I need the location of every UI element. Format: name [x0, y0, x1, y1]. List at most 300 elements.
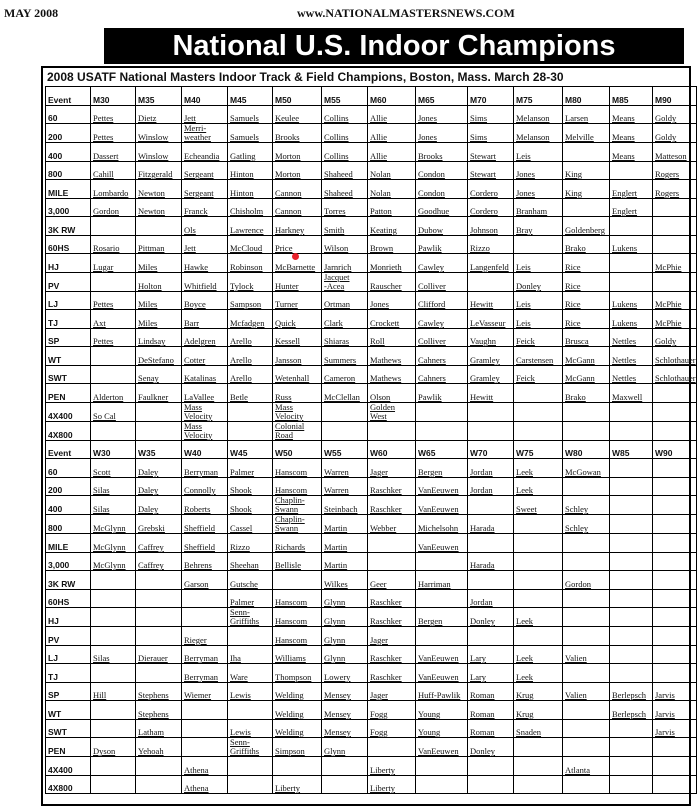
champion-name: Raschker — [368, 496, 416, 515]
age-group-header: W60 — [368, 440, 416, 459]
champion-name — [514, 402, 563, 421]
champion-name: Hawke — [182, 254, 228, 273]
event-name: 60 — [46, 105, 91, 124]
champion-name: Sheffield — [182, 515, 228, 534]
champion-name: Cahners — [416, 347, 468, 366]
champion-name — [368, 421, 416, 440]
champion-name: Barr — [182, 310, 228, 329]
champion-name — [563, 402, 610, 421]
champion-name: Caffrey — [136, 534, 182, 553]
men-row — [46, 272, 697, 291]
champion-name: Atlanta — [563, 757, 610, 776]
champion-name: Jones — [416, 124, 468, 143]
champion-name: Collins — [322, 105, 368, 124]
women-row — [46, 627, 697, 646]
issue-date: MAY 2008 — [4, 6, 59, 20]
event-name: LJ — [46, 291, 91, 310]
champion-name — [563, 589, 610, 608]
champion-name: Goldy — [653, 105, 697, 124]
champion-name — [91, 664, 136, 683]
champion-name: Alderton — [91, 384, 136, 403]
champion-name: Krug — [514, 701, 563, 720]
champion-name: Winslow — [136, 124, 182, 143]
champion-name: McGlynn — [91, 534, 136, 553]
champion-name: King — [563, 161, 610, 180]
champion-name: Dierauer — [136, 645, 182, 664]
champion-name: Lindsay — [136, 328, 182, 347]
event-name: HJ — [46, 254, 91, 273]
age-group-header: W75 — [514, 440, 563, 459]
champion-name: Lukens — [610, 235, 653, 254]
champion-name: Allie — [368, 105, 416, 124]
women-row — [46, 608, 697, 627]
champion-name: Leek — [514, 459, 563, 478]
event-name: LJ — [46, 645, 91, 664]
champion-name: Clark — [322, 310, 368, 329]
champion-name: Welding — [273, 682, 322, 701]
champion-name: Leek — [514, 664, 563, 683]
champion-name: Krug — [514, 682, 563, 701]
event-name: SWT — [46, 365, 91, 384]
champion-name: Donley — [468, 738, 514, 757]
champion-name: Chisholm — [228, 198, 273, 217]
champion-name: Hunter — [273, 272, 322, 291]
event-name: 4X400 — [46, 757, 91, 776]
champion-name: Means — [610, 143, 653, 162]
champion-name: Liberty — [368, 775, 416, 794]
champion-name — [653, 272, 697, 291]
champion-name: Fogg — [368, 719, 416, 738]
champion-name — [416, 589, 468, 608]
champion-name: Rizzo — [228, 534, 273, 553]
champion-name: Maxwell — [610, 384, 653, 403]
champion-name — [228, 402, 273, 421]
age-group-header: M55 — [322, 87, 368, 106]
champion-name: Langenfeld — [468, 254, 514, 273]
champion-name — [653, 775, 697, 794]
men-row — [46, 235, 697, 254]
champion-name — [653, 627, 697, 646]
champion-name — [563, 719, 610, 738]
champion-name: Ols — [182, 217, 228, 236]
champion-name: Gramley — [468, 347, 514, 366]
event-name: 4X400 — [46, 402, 91, 421]
champion-name: Young — [416, 701, 468, 720]
champion-name: Mass Velocity — [273, 402, 322, 421]
champion-name: Vaughn — [468, 328, 514, 347]
champion-name: Jett — [182, 105, 228, 124]
champion-name: Mathews — [368, 347, 416, 366]
champion-name — [136, 775, 182, 794]
champion-name: Senn- Griffiths — [228, 608, 273, 627]
champion-name: Clifford — [416, 291, 468, 310]
event-name: 400 — [46, 143, 91, 162]
champion-name — [514, 627, 563, 646]
champion-name — [653, 384, 697, 403]
champion-name: Cotter — [182, 347, 228, 366]
champion-name: Goldy — [653, 124, 697, 143]
champion-name: Larsen — [563, 105, 610, 124]
champion-name: Connolly — [182, 477, 228, 496]
champion-name: Shiaras — [322, 328, 368, 347]
champion-name: LeVasseur — [468, 310, 514, 329]
event-name: 60HS — [46, 235, 91, 254]
champion-name: Glynn — [322, 627, 368, 646]
champion-name — [514, 757, 563, 776]
champion-name: Hinton — [228, 180, 273, 199]
champion-name: Cannon — [273, 180, 322, 199]
women-row — [46, 645, 697, 664]
champion-name: Hanscom — [273, 589, 322, 608]
champion-name: VanEeuwen — [416, 496, 468, 515]
champion-name — [91, 272, 136, 291]
champion-name — [182, 701, 228, 720]
age-group-header: W70 — [468, 440, 514, 459]
champion-name: Colliver — [416, 272, 468, 291]
champion-name: Donley — [514, 272, 563, 291]
champion-name: So Cal — [91, 402, 136, 421]
champion-name: Tylock — [228, 272, 273, 291]
men-row — [46, 254, 697, 273]
champion-name — [514, 235, 563, 254]
champion-name — [322, 775, 368, 794]
champion-name: Cameron — [322, 365, 368, 384]
men-row — [46, 143, 697, 162]
champion-name: Miles — [136, 310, 182, 329]
champion-name — [653, 738, 697, 757]
champion-name: Bray — [514, 217, 563, 236]
champion-name: Roll — [368, 328, 416, 347]
champion-name: Roman — [468, 719, 514, 738]
champion-name — [610, 608, 653, 627]
champion-name — [563, 143, 610, 162]
champion-name: Stephens — [136, 701, 182, 720]
women-row — [46, 589, 697, 608]
event-name: TJ — [46, 664, 91, 683]
champion-name: Nolan — [368, 161, 416, 180]
champion-name — [91, 365, 136, 384]
event-name: MILE — [46, 534, 91, 553]
champion-name: Caffrey — [136, 552, 182, 571]
champion-name: Pettes — [91, 124, 136, 143]
champion-name: Stewart — [468, 161, 514, 180]
champion-name — [653, 217, 697, 236]
champion-name — [468, 627, 514, 646]
champion-name: Martin — [322, 515, 368, 534]
age-group-header: M50 — [273, 87, 322, 106]
men-row — [46, 161, 697, 180]
champion-name: LaVallee — [182, 384, 228, 403]
champion-name: Jordan — [468, 459, 514, 478]
champion-name: Gatling — [228, 143, 273, 162]
champion-name — [653, 534, 697, 553]
champion-name: Arello — [228, 365, 273, 384]
champion-name: Fitzgerald — [136, 161, 182, 180]
men-row — [46, 291, 697, 310]
champion-name — [136, 402, 182, 421]
champion-name: Lewis — [228, 682, 273, 701]
champion-name: Yehoah — [136, 738, 182, 757]
champion-name — [468, 496, 514, 515]
champion-name: Young — [416, 719, 468, 738]
champion-name — [273, 757, 322, 776]
champion-name: Arello — [228, 347, 273, 366]
champion-name — [416, 552, 468, 571]
champion-name: Leis — [514, 310, 563, 329]
champion-name: Silas — [91, 496, 136, 515]
champion-name: Michelsohn — [416, 515, 468, 534]
women-row — [46, 571, 697, 590]
champion-name: Leek — [514, 645, 563, 664]
champion-name: Torres — [322, 198, 368, 217]
champion-name — [91, 421, 136, 440]
champion-name: Jansson — [273, 347, 322, 366]
champion-name: Keating — [368, 217, 416, 236]
champion-name: Palmer — [228, 589, 273, 608]
event-name: SP — [46, 682, 91, 701]
champion-name — [416, 775, 468, 794]
champion-name: Shaheed — [322, 180, 368, 199]
champion-name: Bellisle — [273, 552, 322, 571]
champion-name — [416, 757, 468, 776]
champion-name: Huff-Pawlik — [416, 682, 468, 701]
champion-name: Jager — [368, 682, 416, 701]
champion-name: McGlynn — [91, 552, 136, 571]
age-group-header: W85 — [610, 440, 653, 459]
champion-name: Leek — [514, 608, 563, 627]
champion-name: Cahners — [416, 365, 468, 384]
champion-name: Pawlik — [416, 235, 468, 254]
champion-name: Newton — [136, 180, 182, 199]
women-row — [46, 682, 697, 701]
champion-name: Feick — [514, 328, 563, 347]
champion-name: Warren — [322, 477, 368, 496]
champion-name: Bergen — [416, 608, 468, 627]
champion-name — [610, 515, 653, 534]
champion-name: Martin — [322, 534, 368, 553]
champion-name: Jarvis — [653, 682, 697, 701]
women-row — [46, 459, 697, 478]
champion-name — [514, 738, 563, 757]
women-row — [46, 496, 697, 515]
age-group-header: M30 — [91, 87, 136, 106]
champion-name: Steinbach — [322, 496, 368, 515]
champion-name: Hanscom — [273, 459, 322, 478]
champion-name — [653, 608, 697, 627]
champion-name: Leis — [514, 291, 563, 310]
champion-name: Roman — [468, 682, 514, 701]
champion-name: Richards — [273, 534, 322, 553]
champion-name: McGowan — [563, 459, 610, 478]
champion-name: Jones — [514, 180, 563, 199]
champion-name: Gramley — [468, 365, 514, 384]
champion-name: Jordan — [468, 589, 514, 608]
champion-name — [182, 608, 228, 627]
champion-name — [368, 738, 416, 757]
champion-name: McPhie — [653, 254, 697, 273]
champion-name: Valien — [563, 682, 610, 701]
champion-name: Glynn — [322, 589, 368, 608]
champion-name: Athena — [182, 757, 228, 776]
champion-name: Brooks — [273, 124, 322, 143]
event-name: 3,000 — [46, 552, 91, 571]
champion-name: Brako — [563, 384, 610, 403]
champion-name: Goodhue — [416, 198, 468, 217]
age-group-header: M90 — [653, 87, 697, 106]
champion-name: Lary — [468, 664, 514, 683]
age-group-header: W40 — [182, 440, 228, 459]
champion-name: Rogers — [653, 180, 697, 199]
champion-name — [610, 757, 653, 776]
champion-name — [228, 627, 273, 646]
champion-name — [610, 589, 653, 608]
champion-name: Martin — [322, 552, 368, 571]
men-row — [46, 105, 697, 124]
champion-name — [653, 459, 697, 478]
champion-name: McGlynn — [91, 515, 136, 534]
champion-name: Bergen — [416, 459, 468, 478]
age-group-header: M40 — [182, 87, 228, 106]
event-name: SP — [46, 328, 91, 347]
champion-name — [514, 571, 563, 590]
event-name: TJ — [46, 310, 91, 329]
champion-name: VanEeuwen — [416, 738, 468, 757]
champion-name: Jett — [182, 235, 228, 254]
champion-name: McGann — [563, 365, 610, 384]
age-group-header: W90 — [653, 440, 697, 459]
champion-name: McCloud — [228, 235, 273, 254]
event-column-header: Event — [46, 440, 91, 459]
champion-name — [468, 775, 514, 794]
event-name: 3K RW — [46, 571, 91, 590]
champion-name: Franck — [182, 198, 228, 217]
champion-name — [468, 534, 514, 553]
champion-name — [136, 217, 182, 236]
event-name: PV — [46, 627, 91, 646]
champion-name: Dubow — [416, 217, 468, 236]
champion-name: Kessell — [273, 328, 322, 347]
champion-name: Geer — [368, 571, 416, 590]
men-row — [46, 347, 697, 366]
champion-name: Collins — [322, 143, 368, 162]
champion-name: Monrieth — [368, 254, 416, 273]
champion-name: Glynn — [322, 738, 368, 757]
champion-name: Lawrence — [228, 217, 273, 236]
champion-name: Boyce — [182, 291, 228, 310]
champion-name — [563, 421, 610, 440]
champion-name — [468, 571, 514, 590]
champion-name: Carstensen — [514, 347, 563, 366]
champion-name: Pettes — [91, 328, 136, 347]
event-name: HJ — [46, 608, 91, 627]
champion-name: Matteson — [653, 143, 697, 162]
champion-name: King — [563, 180, 610, 199]
champion-name: Berryman — [182, 459, 228, 478]
men-header-row — [46, 87, 697, 106]
champion-name — [610, 421, 653, 440]
champion-name: McPhie — [653, 291, 697, 310]
men-row — [46, 198, 697, 217]
champion-name: Nettles — [610, 365, 653, 384]
event-name: 200 — [46, 477, 91, 496]
champion-name: Rosario — [91, 235, 136, 254]
champion-name: Crockett — [368, 310, 416, 329]
champion-name: McBarnette — [273, 254, 322, 273]
champion-name — [563, 477, 610, 496]
champion-name — [416, 421, 468, 440]
champion-name: Schley — [563, 496, 610, 515]
champion-name: Miles — [136, 291, 182, 310]
champion-name: Allie — [368, 143, 416, 162]
champion-name: Hanscom — [273, 608, 322, 627]
age-group-header: M85 — [610, 87, 653, 106]
event-name: 60HS — [46, 589, 91, 608]
men-row — [46, 124, 697, 143]
champion-name: Quick — [273, 310, 322, 329]
champion-name: Mathews — [368, 365, 416, 384]
champion-name — [136, 627, 182, 646]
champion-name — [653, 664, 697, 683]
men-row — [46, 180, 697, 199]
champion-name — [182, 589, 228, 608]
champion-name — [468, 272, 514, 291]
champion-name: Samuels — [228, 124, 273, 143]
champion-name: Brusca — [563, 328, 610, 347]
champion-name: VanEeuwen — [416, 534, 468, 553]
red-marker-dot — [292, 253, 299, 260]
champion-name: Thompson — [273, 664, 322, 683]
champion-name: Raschker — [368, 664, 416, 683]
champion-name: Brooks — [416, 143, 468, 162]
champion-name: Olson — [368, 384, 416, 403]
champion-name: Hanscom — [273, 627, 322, 646]
champion-name: Nettles — [610, 328, 653, 347]
champion-name — [653, 235, 697, 254]
champion-name: Liberty — [273, 775, 322, 794]
champion-name: Shook — [228, 477, 273, 496]
champion-name: Miles — [136, 254, 182, 273]
champion-name: Wilkes — [322, 571, 368, 590]
champion-name: Echeandia — [182, 143, 228, 162]
champion-name — [563, 775, 610, 794]
champion-name: Wilson — [322, 235, 368, 254]
champion-name: Scott — [91, 459, 136, 478]
champion-name — [610, 645, 653, 664]
table-subtitle: 2008 USATF National Masters Indoor Track & Field Champions, Boston, Mass. March 28-30 — [47, 70, 564, 84]
champion-name: Ortman — [322, 291, 368, 310]
champion-name: Nolan — [368, 180, 416, 199]
champion-name: Keulee — [273, 105, 322, 124]
champion-name: Ware — [228, 664, 273, 683]
champion-name: Pettes — [91, 105, 136, 124]
champion-name — [91, 627, 136, 646]
women-row — [46, 738, 697, 757]
champion-name — [322, 402, 368, 421]
event-name: MILE — [46, 180, 91, 199]
champion-name: Stewart — [468, 143, 514, 162]
champion-name: Lukens — [610, 291, 653, 310]
champion-name — [514, 515, 563, 534]
champion-name: Turner — [273, 291, 322, 310]
champion-name: Condon — [416, 161, 468, 180]
champion-name — [653, 198, 697, 217]
champion-name: Mensey — [322, 701, 368, 720]
champion-name: Sergeant — [182, 180, 228, 199]
champion-name: Jarvis — [653, 701, 697, 720]
champion-name: Means — [610, 124, 653, 143]
women-header-row — [46, 440, 697, 459]
champion-name — [322, 757, 368, 776]
